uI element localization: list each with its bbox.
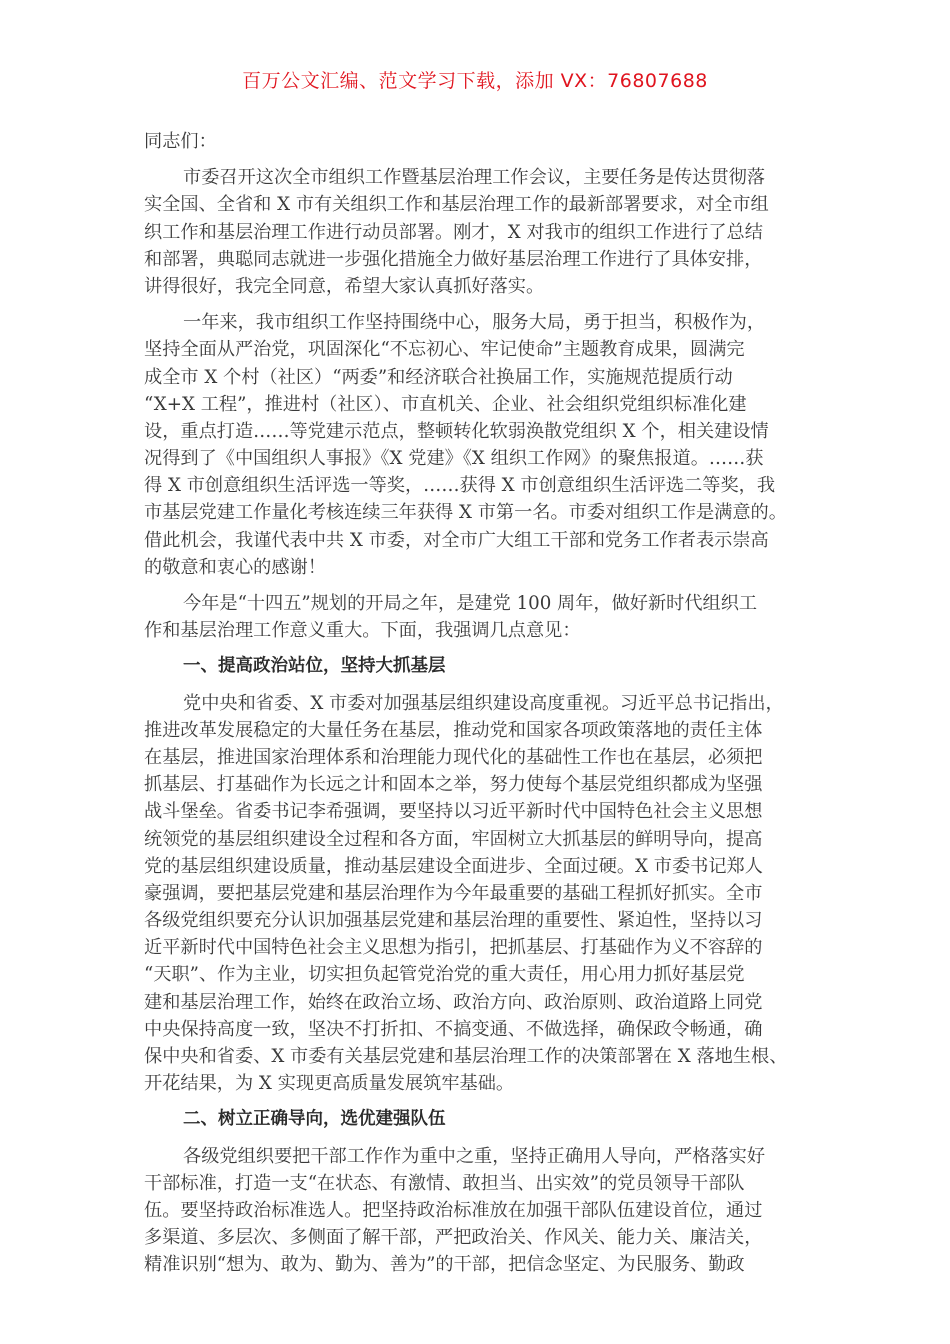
text-line: 市委召开这次全市组织工作暨基层治理工作会议，主要任务是传达贯彻落 [183, 167, 766, 189]
text-line: 市基层党建工作量化考核连续三年获得 X 市第一名。市委对组织工作是满意的。 [144, 502, 787, 524]
text-line: 各级党组织要充分认识加强基层党建和基层治理的重要性、紧迫性，坚持以习 [144, 910, 763, 932]
text-line: “X+X 工程”，推进村（社区）、市直机关、企业、社会组织党组织标准化建 [144, 393, 747, 415]
section-heading-2: 二、树立正确导向，选优建强队伍 [183, 1109, 446, 1130]
text-line: 借此机会，我谨代表中共 X 市委，对全市广大组工干部和党务工作者表示崇高 [144, 529, 769, 551]
section-1-paragraph [144, 690, 814, 1098]
document-body [144, 128, 814, 1288]
text-line: 抓基层、打基础作为长远之计和固本之举，努力使每个基层党组织都成为坚强 [144, 774, 763, 796]
text-line: 得 X 市创意组织生活评选一等奖，……获得 X 市创意组织生活评选二等奖，我 [144, 475, 776, 497]
text-line: 推进改革发展稳定的大量任务在基层，推动党和国家各项政策落地的责任主体 [144, 719, 763, 741]
paragraph-intro [144, 164, 814, 300]
text-line: 多渠道、多层次、多侧面了解干部，严把政治关、作风关、能力关、廉洁关， [144, 1227, 763, 1249]
text-line: 坚持全面从严治党，巩固深化“不忘初心、牢记使命”主题教育成果，圆满完 [144, 339, 745, 361]
text-line: 况得到了《中国组织人事报》《X 党建》《X 组织工作网》的聚焦报道。……获 [144, 448, 764, 470]
text-line: 和部署，典聪同志就进一步强化措施全力做好基层治理工作进行了具体安排， [144, 248, 763, 270]
text-line: 成全市 X 个村（社区）“两委”和经济联合社换届工作，实施规范提质行动 [144, 366, 733, 388]
paragraph-review [144, 309, 814, 581]
text-line: 实全国、全省和 X 市有关组织工作和基层治理工作的最新部署要求，对全市组 [144, 194, 769, 216]
text-line: “天职”、作为主业，切实担负起管党治党的重大责任，用心用力抓好基层党 [144, 964, 745, 986]
text-line: 保中央和省委、X 市委有关基层党建和基层治理工作的决策部署在 X 落地生根、 [144, 1046, 788, 1067]
section-heading-1: 一、提高政治站位，坚持大抓基层 [183, 656, 446, 677]
text-line: 织工作和基层治理工作进行动员部署。刚才，X 对我市的组织工作进行了总结 [144, 221, 763, 243]
text-line: 各级党组织要把干部工作作为重中之重，坚持正确用人导向，严格落实好 [183, 1145, 766, 1167]
text-line: 今年是“十四五”规划的开局之年，是建党 100 周年，做好新时代组织工 [183, 593, 758, 614]
text-line: 干部标准，打造一支“在状态、有激情、敢担当、出实效”的党员领导干部队 [144, 1172, 745, 1194]
text-line: 战斗堡垒。省委书记李希强调，要坚持以习近平新时代中国特色社会主义思想 [144, 801, 763, 823]
paragraph-this-year [144, 590, 814, 644]
text-line: 讲得很好，我完全同意，希望大家认真抓好落实。 [144, 275, 545, 297]
text-line: 精准识别“想为、敢为、勤为、善为”的干部，把信念坚定、为民服务、勤政 [144, 1254, 745, 1276]
salutation: 同志们： [144, 131, 217, 152]
text-line: 中央保持高度一致，坚决不打折扣、不搞变通、不做选择，确保政令畅通，确 [144, 1018, 763, 1040]
text-line: 豪强调，要把基层党建和基层治理作为今年最重要的基础工程抓好抓实。全市 [144, 882, 763, 904]
text-line: 统领党的基层组织建设全过程和各方面，牢固树立大抓基层的鲜明导向，提高 [144, 828, 763, 850]
text-line: 近平新时代中国特色社会主义思想为指引，把抓基层、打基础作为义不容辞的 [144, 937, 763, 959]
text-line: 的敬意和衷心的感谢！ [144, 556, 326, 578]
promo-banner: 百万公文汇编、范文学习下载，添加 VX：76807688 [242, 70, 708, 92]
section-2-paragraph [144, 1143, 814, 1279]
text-line: 作和基层治理工作意义重大。下面，我强调几点意见： [144, 620, 581, 642]
text-line: 开花结果，为 X 实现更高质量发展筑牢基础。 [144, 1073, 515, 1095]
text-line: 在基层，推进国家治理体系和治理能力现代化的基础性工作也在基层，必须把 [144, 746, 763, 768]
text-line: 设，重点打造……等党建示范点，整顿转化软弱涣散党组织 X 个，相关建设情 [144, 420, 769, 442]
text-line: 一年来，我市组织工作坚持围绕中心，服务大局，勇于担当，积极作为， [183, 312, 766, 334]
text-line: 党的基层组织建设质量，推动基层建设全面进步、全面过硬。X 市委书记郑人 [144, 855, 763, 877]
text-line: 党中央和省委、X 市委对加强基层组织建设高度重视。习近平总书记指出， [183, 692, 784, 714]
text-line: 建和基层治理工作，始终在政治立场、政治方向、政治原则、政治道路上同党 [144, 991, 763, 1013]
text-line: 伍。要坚持政治标准选人。把坚持政治标准放在加强干部队伍建设首位，通过 [144, 1199, 763, 1221]
